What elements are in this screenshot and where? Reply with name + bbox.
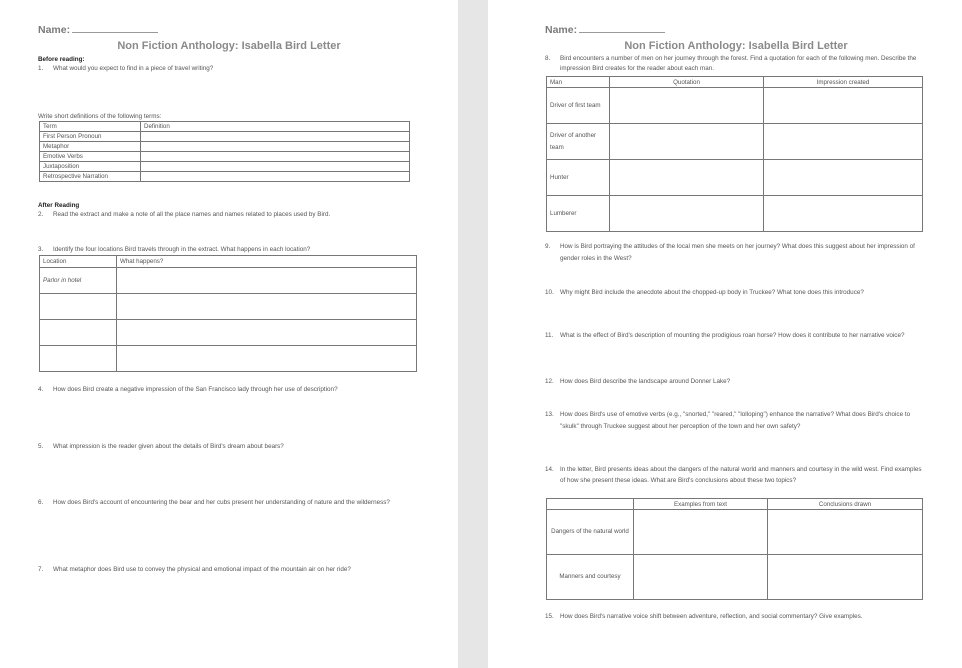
examples-input-cell[interactable] [634, 555, 768, 600]
impression-input-cell[interactable] [764, 124, 923, 160]
question-7: 7. What metaphor does Bird use to convey the physical and emotional impact of the mountain air on her ride? [38, 566, 351, 573]
examples-input-cell[interactable] [634, 510, 768, 555]
before-reading-heading: Before reading: [38, 56, 85, 63]
question-12: 12. How does Bird describe the landscape around Donner Lake? [545, 378, 731, 385]
conclusions-input-cell[interactable] [768, 510, 923, 555]
men-header-impression: Impression created [764, 77, 923, 88]
definition-input-cell[interactable] [141, 142, 410, 152]
name-blank-line [72, 24, 158, 33]
locations-header-location: Location [40, 256, 117, 268]
man-cell: Hunter [547, 160, 610, 196]
after-reading-heading: After Reading [38, 202, 80, 209]
man-cell: Driver of another team [547, 124, 610, 160]
what-happens-input-cell[interactable] [117, 346, 417, 372]
impression-input-cell[interactable] [764, 88, 923, 124]
quotation-input-cell[interactable] [610, 160, 764, 196]
definitions-header-term: Term [40, 122, 141, 132]
impression-input-cell[interactable] [764, 160, 923, 196]
definition-input-cell[interactable] [141, 132, 410, 142]
location-cell[interactable] [40, 346, 117, 372]
question-4: 4. How does Bird create a negative impression of the San Francisco lady through her use of description? [38, 386, 338, 393]
definition-input-cell[interactable] [141, 152, 410, 162]
question-8: 8. Bird encounters a number of men on her journey through the forest. Find a quotation for each of the following men. Describe the impression Bird creates for the reader about each man. [545, 55, 917, 72]
location-cell[interactable] [40, 320, 117, 346]
term-cell: Retrospective Narration [40, 172, 141, 182]
definition-input-cell[interactable] [141, 172, 410, 182]
name-field: Name: [38, 24, 158, 36]
question-5: 5. What impression is the reader given about the details of Bird's dream about bears? [38, 443, 284, 450]
topic-cell: Dangers of the natural world [547, 510, 634, 555]
question-3: 3. Identify the four locations Bird travels through in the extract. What happens in each location? [38, 246, 311, 253]
topics-header-blank [547, 499, 634, 510]
question-14: 14. In the letter, Bird presents ideas about the dangers of the natural world and manners and courtesy in the wild west. Find examples of how she present these ideas. What are Bird's conclusions about these two topics? [545, 466, 922, 484]
quotation-input-cell[interactable] [610, 124, 764, 160]
worksheet-page-right [488, 0, 962, 668]
quotation-input-cell[interactable] [610, 196, 764, 232]
location-cell[interactable] [40, 294, 117, 320]
name-blank-line [579, 24, 665, 33]
question-1: 1. What would you expect to find in a piece of travel writing? [38, 65, 214, 72]
question-13: 13. How does Bird's use of emotive verbs (e.g., "snorted," "reared," "lolloping") enhance the narrative? What does Bird's choice to "skulk" through Truckee suggest about her perception of the town and her own safety? [545, 411, 911, 430]
term-cell: Emotive Verbs [40, 152, 141, 162]
topics-table [546, 498, 923, 600]
topic-cell: Manners and courtesy [547, 555, 634, 600]
term-cell: First Person Pronoun [40, 132, 141, 142]
location-cell[interactable]: Parlor in hotel [40, 268, 117, 294]
men-header-quotation: Quotation [610, 77, 764, 88]
what-happens-input-cell[interactable] [117, 320, 417, 346]
topics-header-examples: Examples from text [634, 499, 768, 510]
question-11: 11. What is the effect of Bird's description of mounting the prodigious roan horse? How does it contribute to her narrative voice? [545, 332, 905, 339]
term-cell: Metaphor [40, 142, 141, 152]
question-10: 10. Why might Bird include the anecdote about the chopped-up body in Truckee? What tone does this introduce? [545, 289, 864, 296]
what-happens-input-cell[interactable] [117, 294, 417, 320]
worksheet-page-left [0, 0, 458, 668]
question-9: 9. How is Bird portraying the attitudes of the local men she meets on her journey? What does this suggest about her impression of gender roles in the West? [545, 243, 915, 262]
man-cell: Driver of first team [547, 88, 610, 124]
what-happens-input-cell[interactable] [117, 268, 417, 294]
impression-input-cell[interactable] [764, 196, 923, 232]
definition-input-cell[interactable] [141, 162, 410, 172]
question-2: 2. Read the extract and make a note of all the place names and names related to places used by Bird. [38, 211, 331, 218]
locations-header-what-happens: What happens? [117, 256, 417, 268]
question-15: 15. How does Bird's narrative voice shift between adventure, reflection, and social commentary? Give examples. [545, 613, 863, 620]
locations-table [39, 255, 417, 372]
definitions-table [39, 121, 410, 182]
page-title: Non Fiction Anthology: Isabella Bird Letter [624, 40, 848, 52]
name-field: Name: [545, 24, 665, 36]
men-header-man: Man [547, 77, 610, 88]
conclusions-input-cell[interactable] [768, 555, 923, 600]
question-6: 6. How does Bird's account of encountering the bear and her cubs present her understanding of nature and the wilderness? [38, 499, 390, 506]
men-table [546, 76, 923, 232]
topics-header-conclusions: Conclusions drawn [768, 499, 923, 510]
definitions-intro: Write short definitions of the following terms: [38, 113, 162, 120]
page-title: Non Fiction Anthology: Isabella Bird Letter [117, 40, 341, 52]
quotation-input-cell[interactable] [610, 88, 764, 124]
term-cell: Juxtaposition [40, 162, 141, 172]
definitions-header-definition: Definition [141, 122, 410, 132]
man-cell: Lumberer [547, 196, 610, 232]
